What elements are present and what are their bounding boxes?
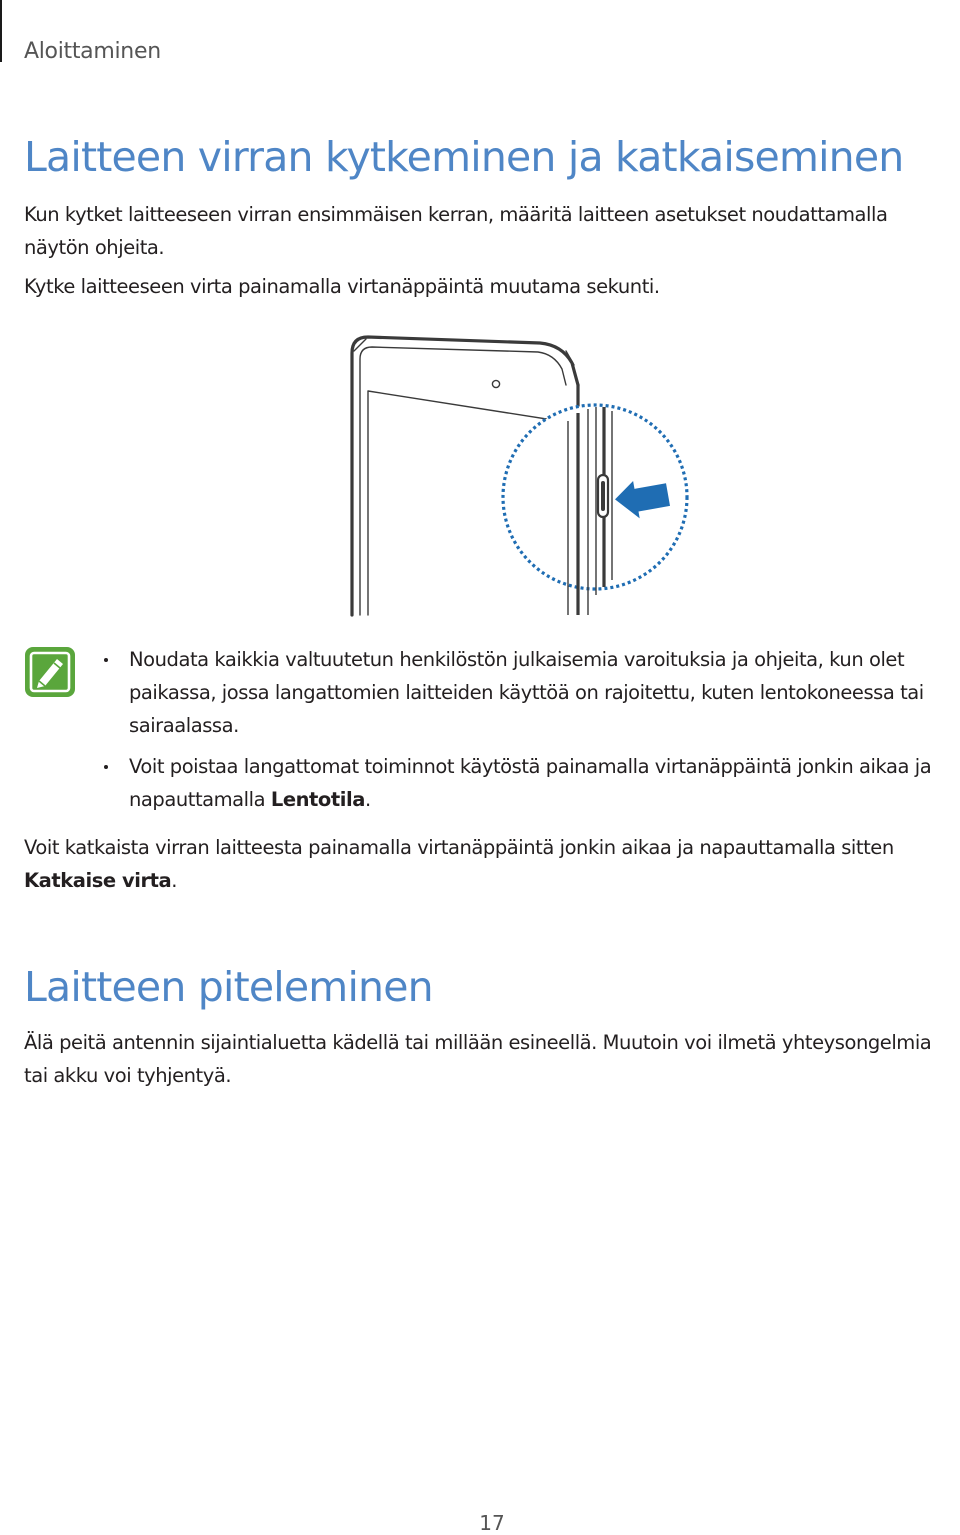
- holding-paragraph: [24, 1026, 959, 1092]
- bullet-dot: [104, 658, 108, 662]
- note-bullet-1: [102, 643, 931, 742]
- device-power-key-illustration: [340, 325, 710, 625]
- bullet-dot: [104, 765, 108, 769]
- note-bullet-2-line-1: Voit poistaa langattomat toiminnot käytöstä painamalla virtanäppäintä jonkin aikaa ja: [129, 755, 932, 778]
- holding-line-1: Älä peitä antennin sijaintialuetta kädellä tai millään esineellä. Muutoin voi ilmetä yhteysongelmia: [24, 1031, 932, 1054]
- note-bullet-2-line-2-prefix: napauttamalla: [129, 788, 271, 811]
- margin-rule: [0, 0, 2, 62]
- power-on-step: Kytke laitteeseen virta painamalla virtanäppäintä muutama sekunti.: [24, 275, 660, 298]
- note-bullet-2-line-2-suffix: .: [364, 788, 371, 811]
- holding-line-2: tai akku voi tyhjentyä.: [24, 1064, 232, 1087]
- section-title-power: Laitteen virran kytkeminen ja katkaiseminen: [24, 133, 904, 181]
- power-key: [598, 475, 608, 517]
- power-off-paragraph: [24, 831, 959, 897]
- chapter-header: Aloittaminen: [24, 39, 161, 64]
- intro-line-2: näytön ohjeita.: [24, 236, 165, 259]
- note-bullet-1-line-3: sairaalassa.: [129, 714, 239, 737]
- note-bullet-2: [102, 750, 931, 816]
- note-bullet-1-line-1: Noudata kaikkia valtuutetun henkilöstön julkaisemia varoituksia ja ohjeita, kun olet: [129, 648, 905, 671]
- note-bullet-list: [102, 643, 931, 824]
- airplane-mode-label: Lentotila: [270, 788, 365, 811]
- front-camera-icon: [492, 380, 499, 387]
- power-off-line-1: Voit katkaista virran laitteesta painamalla virtanäppäintä jonkin aikaa ja napauttamalla sitten: [24, 836, 894, 859]
- note-bullet-1-line-2: paikassa, jossa langattomien laitteiden käyttöä on rajoitettu, kuten lentokoneessa tai: [129, 681, 924, 704]
- intro-paragraph: [24, 198, 959, 264]
- power-off-option-label: Katkaise virta: [24, 869, 172, 892]
- intro-line-1: Kun kytket laitteeseen virran ensimmäisen kerran, määritä laitteen asetukset noudattamalla: [24, 203, 888, 226]
- page-number: 17: [479, 1511, 505, 1535]
- pencil-note-icon: [23, 645, 77, 699]
- power-off-suffix: .: [171, 869, 177, 892]
- section-title-holding: Laitteen piteleminen: [24, 963, 433, 1011]
